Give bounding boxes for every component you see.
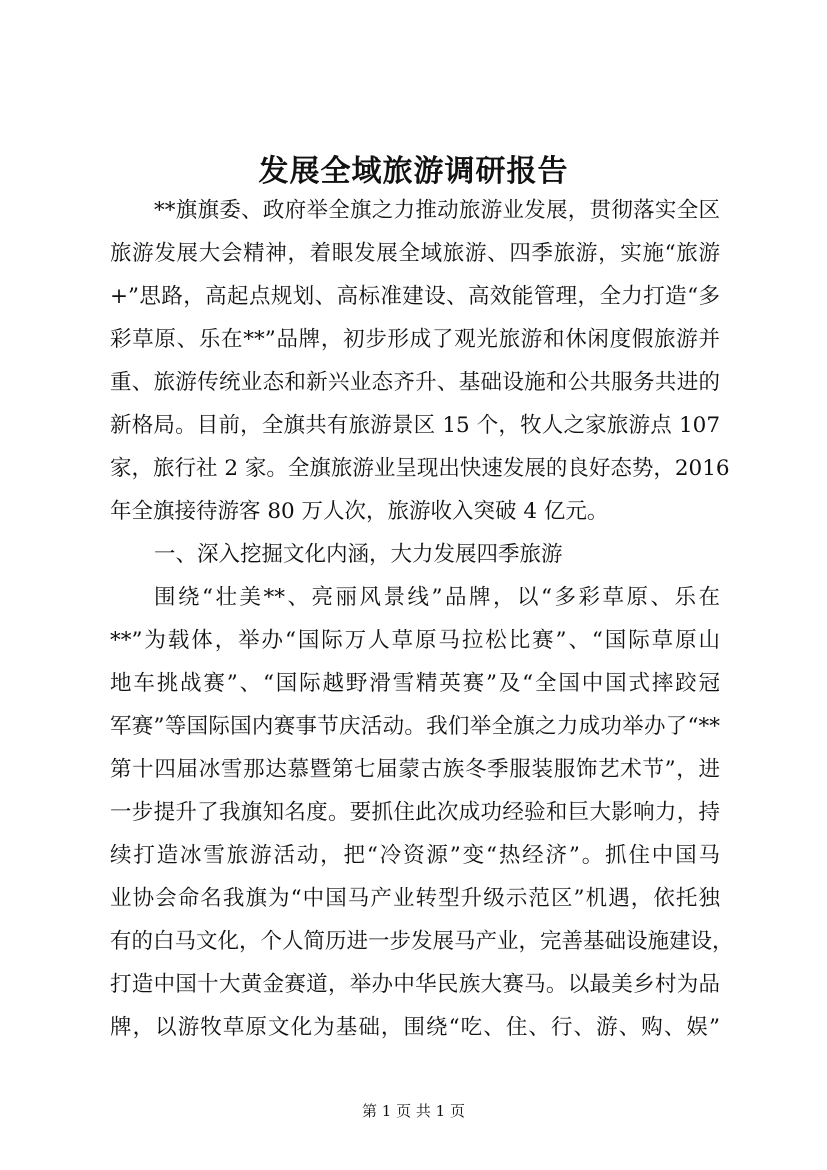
paragraph-line: 家，旅行社 2 家。全旗旅游业呈现出快速发展的良好态势，2016 xyxy=(110,456,730,481)
paragraph-line: 围绕“壮美**、亮丽风景线”品牌，以“多彩草原、乐在 xyxy=(154,585,720,610)
paragraph-line: **”为载体，举办“国际万人草原马拉松比赛”、“国际草原山 xyxy=(110,628,720,653)
paragraph-line: 地车挑战赛”、“国际越野滑雪精英赛”及“全国中国式摔跤冠 xyxy=(110,671,720,696)
paragraph-line: 新格局。目前，全旗共有旅游景区 15 个，牧人之家旅游点 107 xyxy=(110,413,720,438)
document-title: 发展全域旅游调研报告 xyxy=(258,154,569,189)
paragraph-line: 业协会命名我旗为“中国马产业转型升级示范区”机遇，依托独 xyxy=(110,886,720,911)
paragraph-line: +”思路，高起点规划、高标准建设、高效能管理，全力打造“多 xyxy=(110,284,720,309)
paragraph-line: **旗旗委、政府举全旗之力推动旅游业发展，贯彻落实全区 xyxy=(154,198,720,223)
paragraph-line: 牌，以游牧草原文化为基础，围绕“吃、住、行、游、购、娱” xyxy=(110,1015,720,1040)
paragraph-line: 打造中国十大黄金赛道，举办中华民族大赛马。以最美乡村为品 xyxy=(110,972,720,997)
paragraph-line: 旅游发展大会精神，着眼发展全域旅游、四季旅游，实施“旅游 xyxy=(110,241,720,266)
paragraph-line: 年全旗接待游客 80 万人次，旅游收入突破 4 亿元。 xyxy=(110,499,609,524)
paragraph-line: 彩草原、乐在**”品牌，初步形成了观光旅游和休闲度假旅游并 xyxy=(110,327,720,352)
paragraph-line: 有的白马文化，个人简历进一步发展马产业，完善基础设施建设， xyxy=(110,929,734,954)
paragraph-line: 重、旅游传统业态和新兴业态齐升、基础设施和公共服务共进的 xyxy=(110,370,720,395)
section-heading: 一、深入挖掘文化内涵，大力发展四季旅游 xyxy=(154,542,563,567)
paragraph-line: 一步提升了我旗知名度。要抓住此次成功经验和巨大影响力，持 xyxy=(110,800,720,825)
page-footer: 第 1 页 共 1 页 xyxy=(362,1102,465,1120)
paragraph-line: 第十四届冰雪那达慕暨第七届蒙古族冬季服装服饰艺术节”，进 xyxy=(110,757,720,782)
paragraph-line: 军赛”等国际国内赛事节庆活动。我们举全旗之力成功举办了“** xyxy=(110,714,720,739)
paragraph-line: 续打造冰雪旅游活动，把“冷资源”变“热经济”。抓住中国马 xyxy=(110,843,720,868)
